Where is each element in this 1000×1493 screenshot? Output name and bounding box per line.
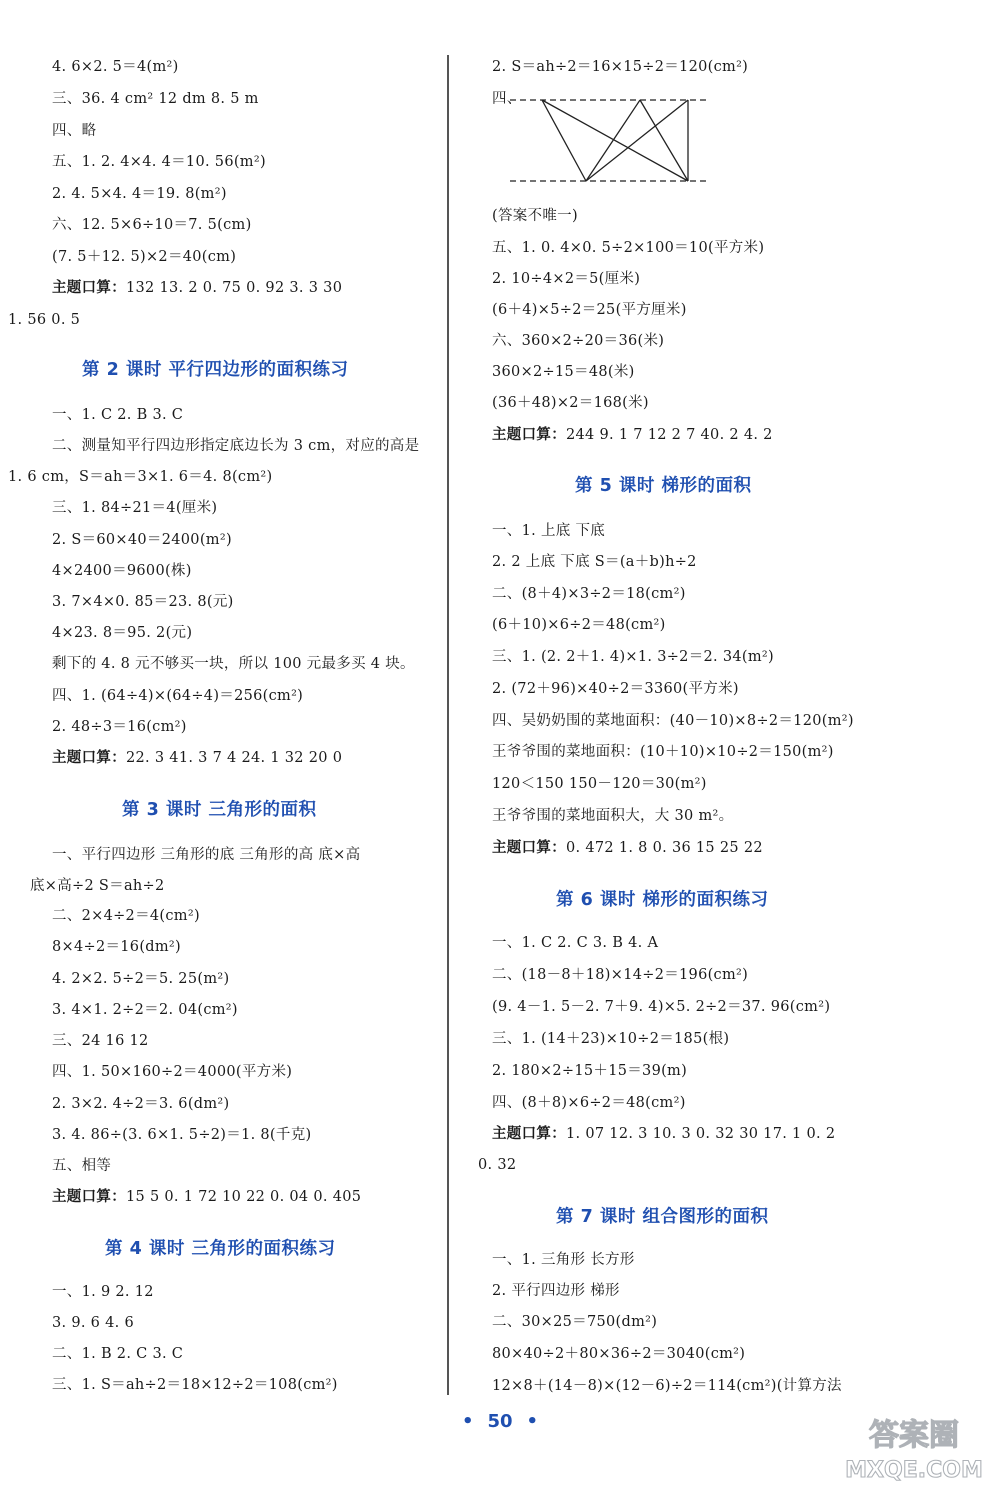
answer-line: 3. 4. 86÷(3. 6×1. 5÷2)＝1. 8(千克) <box>52 1127 312 1143</box>
watermark-logo <box>834 1409 994 1489</box>
answer-line: 3. 9. 6 4. 6 <box>52 1315 134 1331</box>
answer-line: 剩下的 4. 8 元不够买一块，所以 100 元最多买 4 块。 <box>52 656 415 672</box>
answer-line: (7. 5＋12. 5)×2＝40(cm) <box>52 249 237 265</box>
answer-line: 四、1. (64÷4)×(64÷4)＝256(cm²) <box>52 688 304 704</box>
answer-line: 0. 32 <box>478 1157 517 1173</box>
answer-line: 五、1. 0. 4×0. 5÷2×100＝10(平方米) <box>492 240 765 256</box>
answer-line: 王爷爷围的菜地面积大，大 30 m²。 <box>492 808 734 824</box>
answer-line: 2. S＝ah÷2＝16×15÷2＝120(cm²) <box>492 59 749 75</box>
answer-line: 四、1. 50×160÷2＝4000(平方米) <box>52 1064 293 1080</box>
answer-line: 120＜150 150－120＝30(m²) <box>492 776 707 792</box>
answer-line: 1. 56 0. 5 <box>8 312 81 328</box>
answer-line: 二、30×25＝750(dm²) <box>492 1314 658 1330</box>
lesson-heading: 第 3 课时 三角形的面积 <box>122 800 317 820</box>
answer-line: 一、1. C 2. C 3. B 4. A <box>492 935 659 951</box>
answer-line: 王爷爷围的菜地面积：(10＋10)×10÷2＝150(m²) <box>492 744 834 760</box>
answer-line: 2. 2 上底 下底 S＝(a＋b)h÷2 <box>492 554 697 570</box>
answer-line: 2. 180×2÷15＋15＝39(m) <box>492 1063 688 1079</box>
answer-line: 二、(18－8＋18)×14÷2＝196(cm²) <box>492 967 749 983</box>
answer-line: 四、吴奶奶围的菜地面积：(40－10)×8÷2＝120(m²) <box>492 713 854 729</box>
answer-line: 五、相等 <box>52 1158 112 1174</box>
lesson-heading: 第 6 课时 梯形的面积练习 <box>556 890 769 910</box>
answer-line: 主题口算：22. 3 41. 3 7 4 24. 1 32 20 0 <box>52 749 343 766</box>
answer-line: 三、1. (14＋23)×10÷2＝185(根) <box>492 1031 730 1047</box>
answer-line: (36＋48)×2＝168(米) <box>492 395 649 411</box>
answer-line: 三、1. (2. 2＋1. 4)×1. 3÷2＝2. 34(m²) <box>492 649 774 665</box>
lesson-heading: 第 5 课时 梯形的面积 <box>575 476 752 496</box>
answer-line: 360×2÷15＝48(米) <box>492 364 635 380</box>
answer-line: 80×40÷2＋80×36÷2＝3040(cm²) <box>492 1346 746 1362</box>
answer-line: 一、1. 9 2. 12 <box>52 1284 154 1300</box>
answer-line: 主题口算：15 5 0. 1 72 10 22 0. 04 0. 405 <box>52 1188 362 1205</box>
triangle-figure <box>510 92 710 188</box>
answer-line: 2. 48÷3＝16(cm²) <box>52 719 187 735</box>
answer-line: 2. S＝60×40＝2400(m²) <box>52 532 232 548</box>
answer-line: 主题口算：0. 472 1. 8 0. 36 15 25 22 <box>492 839 763 856</box>
answer-line: 一、1. C 2. B 3. C <box>52 407 184 423</box>
answer-line: 4. 2×2. 5÷2＝5. 25(m²) <box>52 971 230 987</box>
answer-line: 二、1. B 2. C 3. C <box>52 1346 184 1362</box>
answer-line: 2. 4. 5×4. 4＝19. 8(m²) <box>52 186 227 202</box>
svg-text:MXQE.COM: MXQE.COM <box>845 1458 983 1483</box>
answer-line: 8×4÷2＝16(dm²) <box>52 939 181 955</box>
answer-line: 2. 3×2. 4÷2＝3. 6(dm²) <box>52 1096 230 1112</box>
answer-line: 三、24 16 12 <box>52 1033 149 1049</box>
answer-line: 2. 10÷4×2＝5(厘米) <box>492 271 641 287</box>
lesson-heading: 第 2 课时 平行四边形的面积练习 <box>82 360 349 380</box>
answer-line: (6＋4)×5÷2＝25(平方厘米) <box>492 302 687 318</box>
answer-line: 3. 4×1. 2÷2＝2. 04(cm²) <box>52 1002 238 1018</box>
answer-line: 二、(8＋4)×3÷2＝18(cm²) <box>492 586 686 602</box>
answer-line: (9. 4－1. 5－2. 7＋9. 4)×5. 2÷2＝37. 96(cm²) <box>492 999 831 1015</box>
lesson-heading: 第 4 课时 三角形的面积练习 <box>105 1239 336 1259</box>
page-number: • 50 • <box>461 1411 539 1432</box>
answer-line: 2. 平行四边形 梯形 <box>492 1283 620 1299</box>
answer-line: 二、测量知平行四边形指定底边长为 3 cm，对应的高是 <box>52 438 420 454</box>
answer-line: 三、36. 4 cm² 12 dm 8. 5 m <box>52 91 259 107</box>
answer-line: 4×2400＝9600(株) <box>52 563 192 579</box>
lesson-heading: 第 7 课时 组合图形的面积 <box>556 1207 769 1227</box>
svg-text:答案圈: 答案圈 <box>869 1418 959 1453</box>
answer-line: 四、 <box>492 91 522 107</box>
column-divider <box>447 55 449 1395</box>
answer-line: 一、1. 上底 下底 <box>492 523 606 539</box>
answer-line: 主题口算：244 9. 1 7 12 2 7 40. 2 4. 2 <box>492 426 773 443</box>
answer-line: 三、1. S＝ah÷2＝18×12÷2＝108(cm²) <box>52 1377 338 1393</box>
answer-line: 4×23. 8＝95. 2(元) <box>52 625 193 641</box>
answer-line: 二、2×4÷2＝4(cm²) <box>52 908 200 924</box>
answer-line: 六、12. 5×6÷10＝7. 5(cm) <box>52 217 252 233</box>
answer-line: 底×高÷2 S＝ah÷2 <box>30 878 165 894</box>
answer-line: (答案不唯一) <box>492 208 578 224</box>
answer-line: 四、略 <box>52 123 97 139</box>
answer-line: 五、1. 2. 4×4. 4＝10. 56(m²) <box>52 154 266 170</box>
answer-line: 主题口算：1. 07 12. 3 10. 3 0. 32 30 17. 1 0. 2 <box>492 1125 836 1142</box>
answer-line: 主题口算：132 13. 2 0. 75 0. 92 3. 3 30 <box>52 279 343 296</box>
answer-line: 3. 7×4×0. 85＝23. 8(元) <box>52 594 234 610</box>
answer-line: (6＋10)×6÷2＝48(cm²) <box>492 617 666 633</box>
answer-line: 四、(8＋8)×6÷2＝48(cm²) <box>492 1095 686 1111</box>
answer-line: 三、1. 84÷21＝4(厘米) <box>52 500 218 516</box>
answer-line: 12×8＋(14－8)×(12－6)÷2＝114(cm²)(计算方法 <box>492 1378 842 1394</box>
answer-line: 1. 6 cm，S＝ah＝3×1. 6＝4. 8(cm²) <box>8 469 273 485</box>
answer-line: 2. (72＋96)×40÷2＝3360(平方米) <box>492 681 739 697</box>
answer-line: 六、360×2÷20＝36(米) <box>492 333 665 349</box>
answer-line: 一、平行四边形 三角形的底 三角形的高 底×高 <box>52 847 361 863</box>
answer-line: 一、1. 三角形 长方形 <box>492 1252 635 1268</box>
answer-line: 4. 6×2. 5＝4(m²) <box>52 59 179 75</box>
